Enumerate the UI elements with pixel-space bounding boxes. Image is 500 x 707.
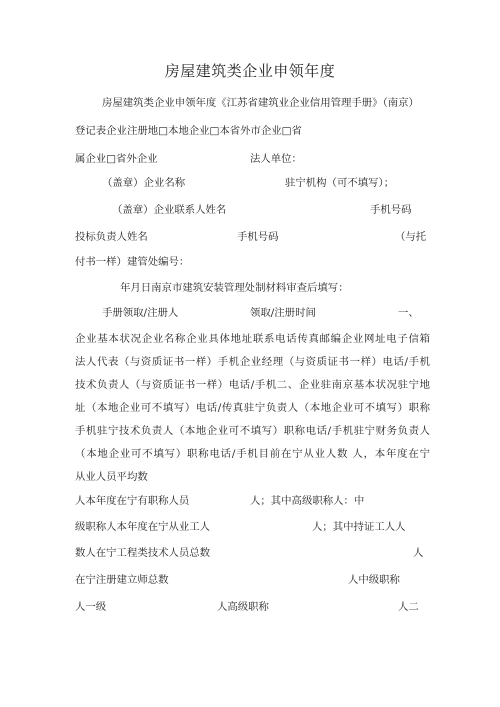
text-line: 从业人员平均数 <box>75 471 148 483</box>
text-line: 手机号码 <box>370 204 412 216</box>
text-line: （本地企业可不填写）职称电话/手机目前在宁从业人数 人，本年度在宁 <box>75 448 430 460</box>
text-line: 人；其中高级职称人：中 <box>250 495 365 507</box>
text-line: 登记表企业注册地□本地企业□本省外市企业□省 <box>75 125 302 137</box>
text-line: 企业基本状况企业名称企业具体地址联系电话传真邮编企业网址电子信箱 <box>75 333 430 345</box>
text-line: 在宁注册建立师总数 <box>75 574 169 586</box>
document-title: 房屋建筑类企业申领年度 <box>164 62 336 80</box>
text-line: 投标负责人姓名 <box>75 231 148 243</box>
text-line: 付书一样）建管处编号： <box>75 256 190 268</box>
text-line: 手册领取/注册人 <box>102 307 179 319</box>
text-line: 一、 <box>398 307 419 319</box>
text-line: 址（本地企业可不填写）电话/传真驻宁负责人（本地企业可不填写）职称 <box>75 402 430 414</box>
text-line: 人 <box>413 547 424 559</box>
text-line: 级职称人本年度在宁从业工人 <box>75 521 211 533</box>
text-line: 领取/注册时间 <box>250 307 316 319</box>
text-line: 人；其中持证工人人 <box>312 521 406 533</box>
text-line: 人中级职称 <box>348 574 400 586</box>
text-line: 人二 <box>398 601 419 613</box>
text-line: 人本年度在宁有职称人员 <box>75 495 190 507</box>
text-line: 年月日南京市建筑安装管理处制材料审查后填写： <box>120 282 349 294</box>
text-line: 人高级职称 <box>217 601 269 613</box>
text-line: 法人单位： <box>250 153 302 165</box>
text-line: 技术负责人（与资质证书一样）电话/手机二、企业驻南京基本状况驻宁地 <box>75 379 430 391</box>
text-line: （盖章）企业名称 <box>102 177 186 189</box>
text-line: 数人在宁工程类技术人员总数 <box>75 547 211 559</box>
text-line: 手机号码 <box>237 231 279 243</box>
text-line: 手机驻宁技术负责人（本地企业可不填写）职称电话/手机驻宁财务负责人 <box>75 425 430 437</box>
text-line: （与托 <box>395 231 427 243</box>
text-line: 人一级 <box>75 601 107 613</box>
text-line: 属企业□省外企业 <box>75 153 158 165</box>
text-line: 法人代表（与资质证书一样）手机企业经理（与资质证书一样）电话/手机 <box>75 356 430 368</box>
text-line: 房屋建筑类企业申领年度《江苏省建筑业企业信用管理手册》（南京） <box>102 97 419 109</box>
text-line: 驻宁机构（可不填写）； <box>285 177 395 189</box>
text-line: （盖章）企业联系人姓名 <box>112 204 227 216</box>
